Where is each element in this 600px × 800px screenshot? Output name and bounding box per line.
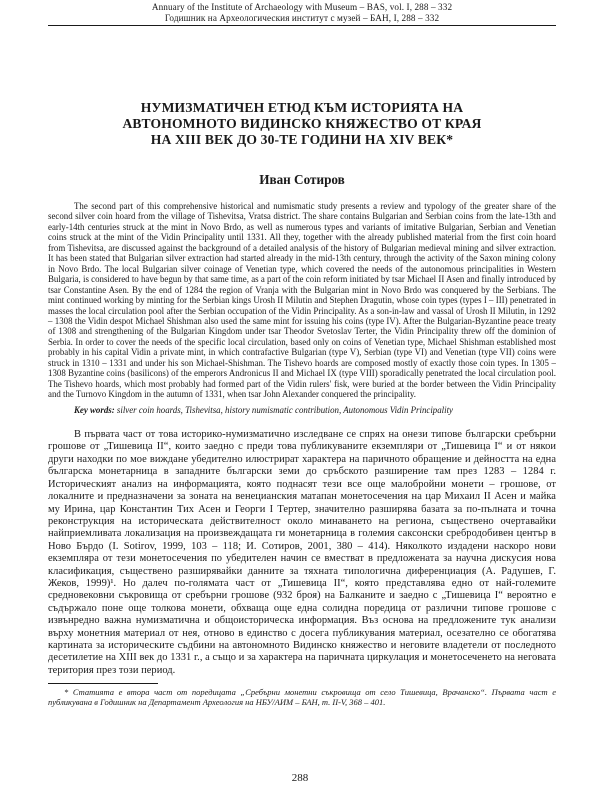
keywords-label: Key words: — [74, 404, 115, 415]
running-header-english: Annuary of the Institute of Archaeology with Museum – BAS, vol. I, 288 – 332 — [151, 2, 453, 12]
footnote: * Статията е втора част от поредицата „Сребърни монетни съкровища от село Тишевица, Врачанско“. Първата част е публикувана в Годишник на Департамент Археология на НБУ/АИМ – БАН, т. II-V, 368 – 401. — [48, 687, 556, 708]
title-line-3: НА XIII ВЕК ДО 30-ТЕ ГОДИНИ НА XIV ВЕК* — [150, 132, 454, 147]
keywords-text: silver coin hoards, Tishevitsa, history numismatic contribution, Autonomous Vidin Principality — [114, 404, 453, 415]
page-number: 288 — [291, 772, 309, 784]
header-rule — [48, 25, 556, 26]
keywords — [48, 405, 556, 415]
footnote-rule — [48, 683, 158, 684]
running-header-bulgarian: Годишник на Археологическия институт с музей – БАН, I, 288 – 332 — [164, 12, 440, 23]
abstract: The second part of this comprehensive historical and numismatic study presents a review and typology of the greater share of the second silver coin hoard from the village of Tishevitsa, Vratsa district. The share contains Bulgarian and Serbian coins from the late-13th and early-14th centuries struck at the mint in Novo Brdo, as well as numerous types and variants of imitative Bulgarian, Serbian and Venetian coins struck at the mint of the Vidin Principality until 1331. All they, together with the already published material from the first coin hoard from Tishevitsa, are discussed against the background of a detailed analysis of the history of Bulgarian medieval mining and silver extraction. It has been stated that Bulgarian silver extraction had started already in the mid-13th century, through the activity of the Saxon mining colony in Novo Brdo. The local Bulgarian silver coinage of Venetian type, which covered the needs of the autonomous principalities in Western Bulgaria, is considered to have begun by that same time, as a part of the coin reform initiated by tsar Michael II Asen and finally introduced by tsar Constantine Asen. By the end of 1284 the region of Vranja with the Bulgarian mint in Novo Brdo was conquered by the Serbians. The mint continued working by minting for the Serbian kings Urosh II Milutin and Stephen Dragutin, whose coin types (types I – III) penetrated in masses the local circulation pool after the Serbian occupation of the Vidin Principality. As a son-in-law and vassal of Urosh II Milutin, in 1292 – 1308 the Vidin despot Michael Shishman also used the same mint for issuing his coins (type IV). After the Bulgarian-Byzantine peace treaty of 1308 and strengthening of the Bulgarian Kingdom under tsar Theodor Svetoslav Terter, the Vidin Principality threw off the dominion of Serbia. In order to cover the needs of the specific local circulation, based only on coins of Venetian type, Michael Shishman established most probably in his capital Vidin a private mint, in which contrafactive Bulgarian (type V), Serbian (type VI) and Venetian (type VII) coins were struck in 1310 – 1331 and under his son Michael-Shishman. The Tishevo hoards are composed mostly of exactly those coin types. In 1305 – 1308 Byzantine coins (basilicons) of the emperors Andronicus II and Michael IX (type VIII) sporadically penetrated the local circulation pool. The Tishevo hoards, which most probably had formed part of the Vidin rulers' fisk, were buried at the border between the Vidin Principality and the Turnovo Kingdom in the autumn of 1331, when tsar John Alexander conquered the principality. — [48, 201, 556, 400]
author-name: Иван Сотиров — [259, 172, 345, 187]
title-line-1: НУМИЗМАТИЧЕН ЕТЮД КЪМ ИСТОРИЯТА НА — [140, 100, 464, 115]
title-line-2: АВТОНОМНОТО ВИДИНСКО КНЯЖЕСТВО ОТ КРАЯ — [122, 116, 482, 131]
body-paragraph: В първата част от това историко-нумизматично изследване се спрях на онези типове български сребърни грошове от „Тишевица II“, които заедно с преди това публикуваните екземпляри от „Тишевица I“ и от някои други находки по мое виждане убедително илюстрират характера на паричното обращение и дейността на една българска монетарница в западните български земи до сръбското разширение там през 1283 – 1284 г. Историческият анализ на информацията, която поднасят тези все още малобройни монети – грошове, от локалните и предназначени за зоната на венецианския матапан монетосечения на цар Михаил II Асен и майка му Ирина, цар Константин Тих Асен и Георги I Тертер, значително разширява базата за по-пълната и точна реконструкция на историческата действителност около минаването на региона, съществено очертавайки найприемливата локализация на произвеждащата ги монетарница в големия саксонски сребродобивен център в Ново Бърдо (I. Sotirov, 1999, 103 – 118; И. Сотиров, 2001, 380 – 414). Няколкото издадени наскоро нови екземпляра от тези монетосечения по убедителен начин се вместват в предложената за научна дискусия нова класификация, съществено разширявайки данните за тяхната типологична диференциация (А. Радушев, Г. Жеков, 1999)¹. Но далеч по-голямата част от „Тишевица II“, която представлява едно от най-големите средновековни съкровища от сребърни грошове (932 броя) на Балканите и заедно с „Тишевица I“ вероятно е съдържало поне още толкова монети, обхваща още една солидна поредица от различни типове грошове с извънредно важна нумизматична и общоисторическа информация. Въз основа на предложените тук анализи върху монетния материал от нея, отново в единство с досега публикувания материал, осезателно се обогатява картината за историческите съдбини на автономното Видинско княжество и неговите владетели от последното десетилетие на XIII век до 1331 г., а също и за характера на паричната циркулация и монетосеченето на неговата територия през този период. — [48, 429, 556, 676]
running-header — [48, 2, 556, 23]
article-title — [48, 100, 556, 148]
